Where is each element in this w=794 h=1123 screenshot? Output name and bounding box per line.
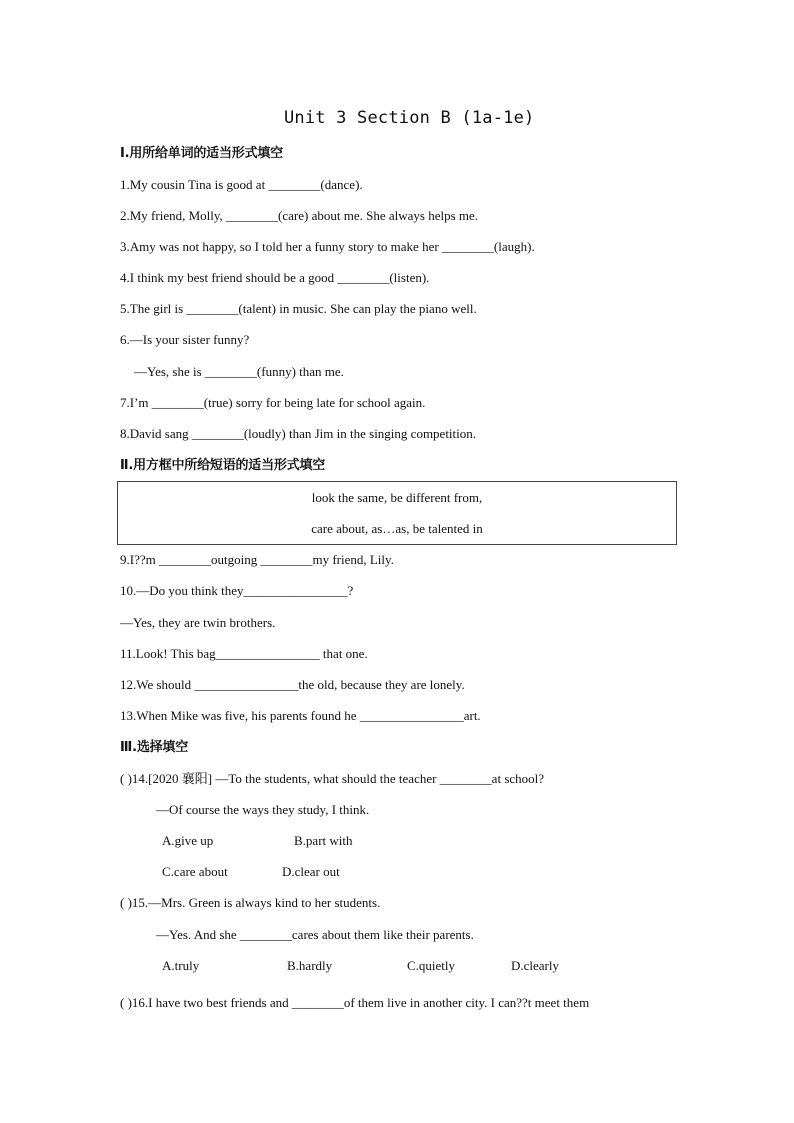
- question-12: 12.We should ________________the old, because they are lonely.: [120, 677, 465, 692]
- option-b: B.part with: [294, 833, 353, 848]
- question-10-reply: —Yes, they are twin brothers.: [120, 615, 276, 630]
- option-c: C.care about: [162, 864, 228, 879]
- section-heading: Ⅲ.选择填空: [120, 740, 189, 755]
- question-8: 8.David sang ________(loudly) than Jim in the singing competition.: [120, 426, 477, 441]
- question-15: ( )15.—Mrs. Green is always kind to her students.: [120, 895, 381, 910]
- question-10: 10.—Do you think they________________?: [120, 583, 354, 598]
- question-14-reply: —Of course the ways they study, I think.: [156, 802, 370, 817]
- question-15-reply: —Yes. And she ________cares about them like their parents.: [156, 927, 474, 942]
- option-c: C.quietly: [407, 958, 456, 973]
- question-14: ( )14.[2020 襄阳] —To the students, what should the teacher ________at school?: [120, 771, 545, 786]
- section-heading: Ⅱ.用方框中所给短语的适当形式填空: [120, 458, 326, 473]
- option-d: D.clear out: [282, 864, 340, 879]
- question-11: 11.Look! This bag________________ that one.: [120, 646, 368, 661]
- option-a: A.give up: [162, 833, 214, 848]
- question-6: 6.—Is your sister funny?: [120, 332, 250, 347]
- question-16: ( )16.I have two best friends and ________of them live in another city. I can??t meet them: [120, 995, 590, 1010]
- phrase-box: [117, 481, 677, 545]
- question-4: 4.I think my best friend should be a good ________(listen).: [120, 270, 430, 285]
- question-6-reply: —Yes, she is ________(funny) than me.: [134, 364, 344, 379]
- page-title: Unit 3 Section B (1a-1e): [284, 108, 535, 128]
- question-2: 2.My friend, Molly, ________(care) about me. She always helps me.: [120, 208, 479, 223]
- phrase-box-line: look the same, be different from,: [311, 490, 483, 505]
- section-heading: Ⅰ.用所给单词的适当形式填空: [120, 146, 283, 161]
- question-3: 3.Amy was not happy, so I told her a funny story to make her ________(laugh).: [120, 239, 535, 254]
- phrase-box-line: care about, as…as, be talented in: [311, 521, 483, 536]
- option-b: B.hardly: [287, 958, 333, 973]
- question-13: 13.When Mike was five, his parents found he ________________art.: [120, 708, 481, 723]
- question-7: 7.I’m ________(true) sorry for being late for school again.: [120, 395, 426, 410]
- question-9: 9.I??m ________outgoing ________my friend, Lily.: [120, 552, 394, 567]
- option-d: D.clearly: [511, 958, 560, 973]
- option-a: A.truly: [162, 958, 200, 973]
- question-5: 5.The girl is ________(talent) in music. She can play the piano well.: [120, 301, 477, 316]
- question-1: 1.My cousin Tina is good at ________(dance).: [120, 177, 363, 192]
